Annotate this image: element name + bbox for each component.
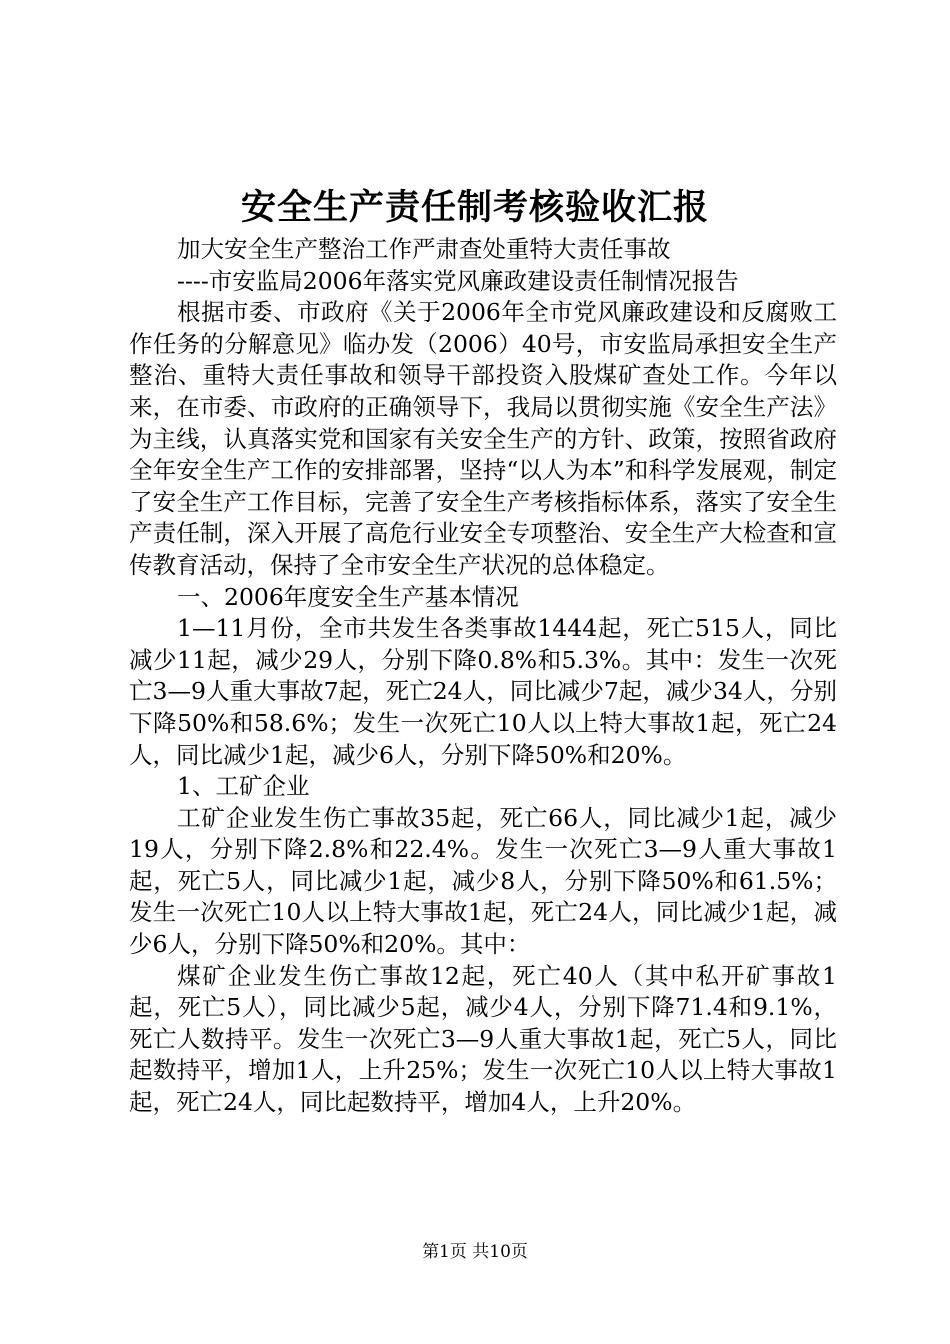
body-paragraph: 工矿企业发生伤亡事故35起，死亡66人，同比减少1起，减少19人，分别下降2.8%和22.4%。发生一次死亡3—9人重大事故1起，死亡5人，同比减少1起，减少8人，分别下降50%和61.5%；发生一次死亡10人以上特大事故1起，死亡24人，同比减少1起，减少6人，分别下降50%和20%。其中： (129, 803, 837, 959)
report-subtitle-line: ----市安监局2006年落实党风廉政建设责任制情况报告 (177, 266, 739, 295)
page-footer: 第1页 共10页 (422, 1242, 528, 1262)
subsection-heading: 1、工矿企业 (177, 772, 310, 801)
document-title: 安全生产责任制考核验收汇报 (240, 187, 709, 228)
body-paragraph: 煤矿企业发生伤亡事故12起，死亡40人（其中私开矿事故1起，死亡5人），同比减少5起，减少4人，分别下降71.4和9.1%，死亡人数持平。发生一次死亡3—9人重大事故1起，死亡5人，同比起数持平，增加1人，上升25%；发生一次死亡10人以上特大事故1起，死亡24人，同比起数持平，增加4人，上升20%。 (129, 961, 837, 1117)
body-paragraph: 1—11月份，全市共发生各类事故1444起，死亡515人，同比减少11起，减少29人，分别下降0.8%和5.3%。其中：发生一次死亡3—9人重大事故7起，死亡24人，同比减少7起，减少34人，分别下降50%和58.6%；发生一次死亡10人以上特大事故1起，死亡24人，同比减少1起，减少6人，分别下降50%和20%。 (129, 614, 837, 769)
body-paragraph: 根据市委、市政府《关于2006年全市党风廉政建设和反腐败工作任务的分解意见》临办发（2006）40号，市安监局承担安全生产整治、重特大责任事故和领导干部投资入股煤矿查处工作。今年以来，在市委、市政府的正确领导下，我局以贯彻实施《安全生产法》为主线，认真落实党和国家有关安全生产的方针、政策，按照省政府全年安全生产工作的安排部署，坚持“以人为本”和科学发展观，制定了安全生产工作目标，完善了安全生产考核指标体系，落实了安全生产责任制，深入开展了高危行业安全专项整治、安全生产大检查和宣传教育活动，保持了全市安全生产状况的总体稳定。 (129, 298, 837, 579)
section-heading: 一、2006年度安全生产基本情况 (177, 582, 519, 611)
document-body (129, 234, 837, 1119)
subtitle-line: 加大安全生产整治工作严肃查处重特大责任事故 (177, 235, 671, 263)
